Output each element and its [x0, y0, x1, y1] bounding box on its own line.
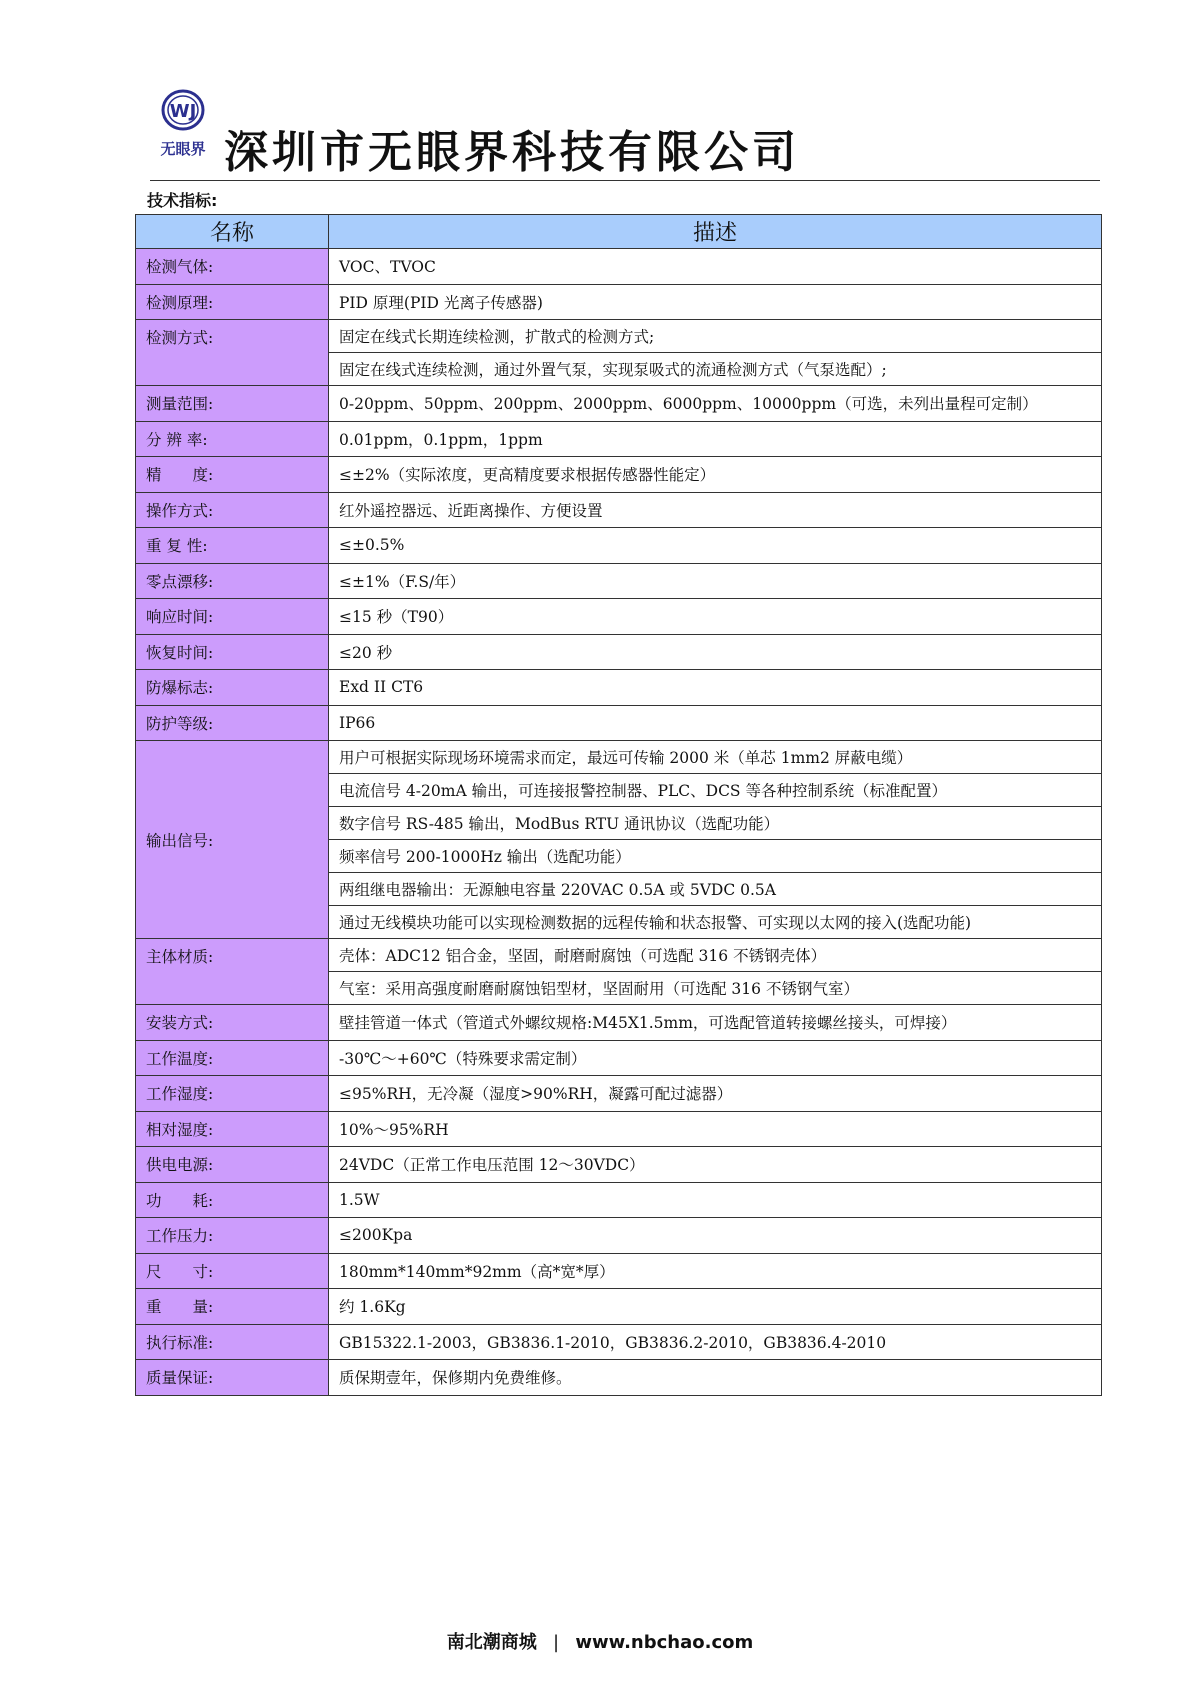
spec-description-cell: 0.01ppm，0.1ppm，1ppm [329, 421, 1102, 457]
spec-description-cell: 180mm*140mm*92mm（高*宽*厚） [329, 1253, 1102, 1289]
spec-description-cell: 约 1.6Kg [329, 1289, 1102, 1325]
spec-description-cell: 1.5W [329, 1182, 1102, 1218]
spec-description-cell: 质保期壹年，保修期内免费维修。 [329, 1360, 1102, 1396]
spec-name-cell: 输出信号: [136, 741, 329, 939]
table-row [136, 634, 1102, 670]
table-row [136, 939, 1102, 972]
spec-name-cell: 质量保证: [136, 1360, 329, 1396]
spec-name-cell: 供电电源: [136, 1147, 329, 1183]
header-description: 描述 [329, 215, 1102, 249]
table-row [136, 705, 1102, 741]
spec-description-cell: 气室：采用高强度耐磨耐腐蚀铝型材，坚固耐用（可选配 316 不锈钢气室） [329, 972, 1102, 1005]
spec-name-cell: 恢复时间: [136, 634, 329, 670]
spec-description-cell: Exd II CT6 [329, 670, 1102, 706]
spec-description-cell: ≤±0.5% [329, 528, 1102, 564]
spec-name-cell: 响应时间: [136, 599, 329, 635]
table-row [136, 1111, 1102, 1147]
spec-description-cell: PID 原理(PID 光离子传感器) [329, 284, 1102, 320]
table-row [136, 249, 1102, 285]
spec-description-cell: ≤20 秒 [329, 634, 1102, 670]
spec-name-cell: 分 辨 率: [136, 421, 329, 457]
spec-name-cell: 工作温度: [136, 1040, 329, 1076]
spec-name-cell: 防护等级: [136, 705, 329, 741]
spec-name-cell: 工作湿度: [136, 1076, 329, 1112]
spec-description-cell: 24VDC（正常工作电压范围 12～30VDC） [329, 1147, 1102, 1183]
spec-description-cell: 壁挂管道一体式（管道式外螺纹规格:M45X1.5mm，可选配管道转接螺丝接头，可焊接） [329, 1005, 1102, 1041]
spec-description-cell: IP66 [329, 705, 1102, 741]
spec-description-cell: ≤95%RH，无冷凝（湿度>90%RH，凝露可配过滤器） [329, 1076, 1102, 1112]
spec-description-cell: 固定在线式连续检测，通过外置气泵，实现泵吸式的流通检测方式（气泵选配）; [329, 353, 1102, 386]
table-row [136, 492, 1102, 528]
table-row [136, 1253, 1102, 1289]
logo-mark: WJ [169, 101, 197, 122]
spec-description-cell: 红外遥控器远、近距离操作、方便设置 [329, 492, 1102, 528]
spec-name-cell: 尺 寸: [136, 1253, 329, 1289]
table-row [136, 1005, 1102, 1041]
company-name: 深圳市无眼界科技有限公司 [224, 127, 800, 178]
table-row [136, 1076, 1102, 1112]
spec-name-cell: 工作压力: [136, 1218, 329, 1254]
table-header-row [136, 215, 1102, 249]
table-row [136, 741, 1102, 774]
spec-name-cell: 重 复 性: [136, 528, 329, 564]
table-row [136, 1147, 1102, 1183]
spec-name-cell: 主体材质: [136, 939, 329, 1005]
spec-description-cell: 数字信号 RS-485 输出，ModBus RTU 通讯协议（选配功能） [329, 807, 1102, 840]
spec-name-cell: 安装方式: [136, 1005, 329, 1041]
spec-description-cell: GB15322.1-2003，GB3836.1-2010，GB3836.2-2010，GB3836.4-2010 [329, 1324, 1102, 1360]
spec-description-cell: 10%～95%RH [329, 1111, 1102, 1147]
table-row [136, 670, 1102, 706]
page-footer [0, 1628, 1200, 1654]
company-logo [150, 88, 216, 162]
logo-caption: 无眼界 [160, 140, 206, 158]
table-row [136, 386, 1102, 422]
spec-name-cell: 相对湿度: [136, 1111, 329, 1147]
table-row [136, 528, 1102, 564]
footer-site-name: 南北潮商城 [446, 1632, 537, 1653]
spec-name-cell: 功 耗: [136, 1182, 329, 1218]
spec-table [135, 214, 1102, 1396]
table-row [136, 421, 1102, 457]
spec-description-cell: 两组继电器输出：无源触电容量 220VAC 0.5A 或 5VDC 0.5A [329, 873, 1102, 906]
spec-name-cell: 检测气体: [136, 249, 329, 285]
spec-description-cell: 用户可根据实际现场环境需求而定，最远可传输 2000 米（单芯 1mm2 屏蔽电缆） [329, 741, 1102, 774]
spec-name-cell: 重 量: [136, 1289, 329, 1325]
spec-description-cell: 频率信号 200-1000Hz 输出（选配功能） [329, 840, 1102, 873]
table-row [136, 563, 1102, 599]
spec-name-cell: 精 度: [136, 457, 329, 493]
page-header [150, 88, 1100, 180]
spec-name-cell: 检测原理: [136, 284, 329, 320]
spec-description-cell: 电流信号 4-20mA 输出，可连接报警控制器、PLC、DCS 等各种控制系统（标准配置） [329, 774, 1102, 807]
table-row [136, 1324, 1102, 1360]
spec-name-cell: 操作方式: [136, 492, 329, 528]
table-row [136, 1218, 1102, 1254]
header-divider [150, 180, 1100, 181]
spec-name-cell: 零点漂移: [136, 563, 329, 599]
spec-description-cell: ≤±2%（实际浓度，更高精度要求根据传感器性能定） [329, 457, 1102, 493]
footer-separator: | [553, 1632, 560, 1653]
spec-description-cell: VOC、TVOC [329, 249, 1102, 285]
spec-description-cell: 通过无线模块功能可以实现检测数据的远程传输和状态报警、可实现以太网的接入(选配功能) [329, 906, 1102, 939]
spec-name-cell: 防爆标志: [136, 670, 329, 706]
footer-url: www.nbchao.com [575, 1632, 754, 1653]
table-row [136, 1289, 1102, 1325]
table-row [136, 457, 1102, 493]
header-name: 名称 [136, 215, 329, 249]
spec-name-cell: 执行标准: [136, 1324, 329, 1360]
section-title: 技术指标: [147, 191, 218, 210]
spec-description-cell: -30℃～+60℃（特殊要求需定制） [329, 1040, 1102, 1076]
spec-name-cell: 测量范围: [136, 386, 329, 422]
table-row [136, 1040, 1102, 1076]
spec-body [136, 249, 1102, 1396]
spec-description-cell: ≤±1%（F.S/年） [329, 563, 1102, 599]
spec-description-cell: ≤15 秒（T90） [329, 599, 1102, 635]
spec-description-cell: ≤200Kpa [329, 1218, 1102, 1254]
table-row [136, 1360, 1102, 1396]
spec-description-cell: 固定在线式长期连续检测，扩散式的检测方式; [329, 320, 1102, 353]
table-row [136, 599, 1102, 635]
spec-description-cell: 0-20ppm、50ppm、200ppm、2000ppm、6000ppm、10000ppm（可选，未列出量程可定制） [329, 386, 1102, 422]
spec-description-cell: 壳体：ADC12 铝合金，坚固，耐磨耐腐蚀（可选配 316 不锈钢壳体） [329, 939, 1102, 972]
table-row [136, 320, 1102, 353]
spec-name-cell: 检测方式: [136, 320, 329, 386]
table-row [136, 284, 1102, 320]
table-row [136, 1182, 1102, 1218]
